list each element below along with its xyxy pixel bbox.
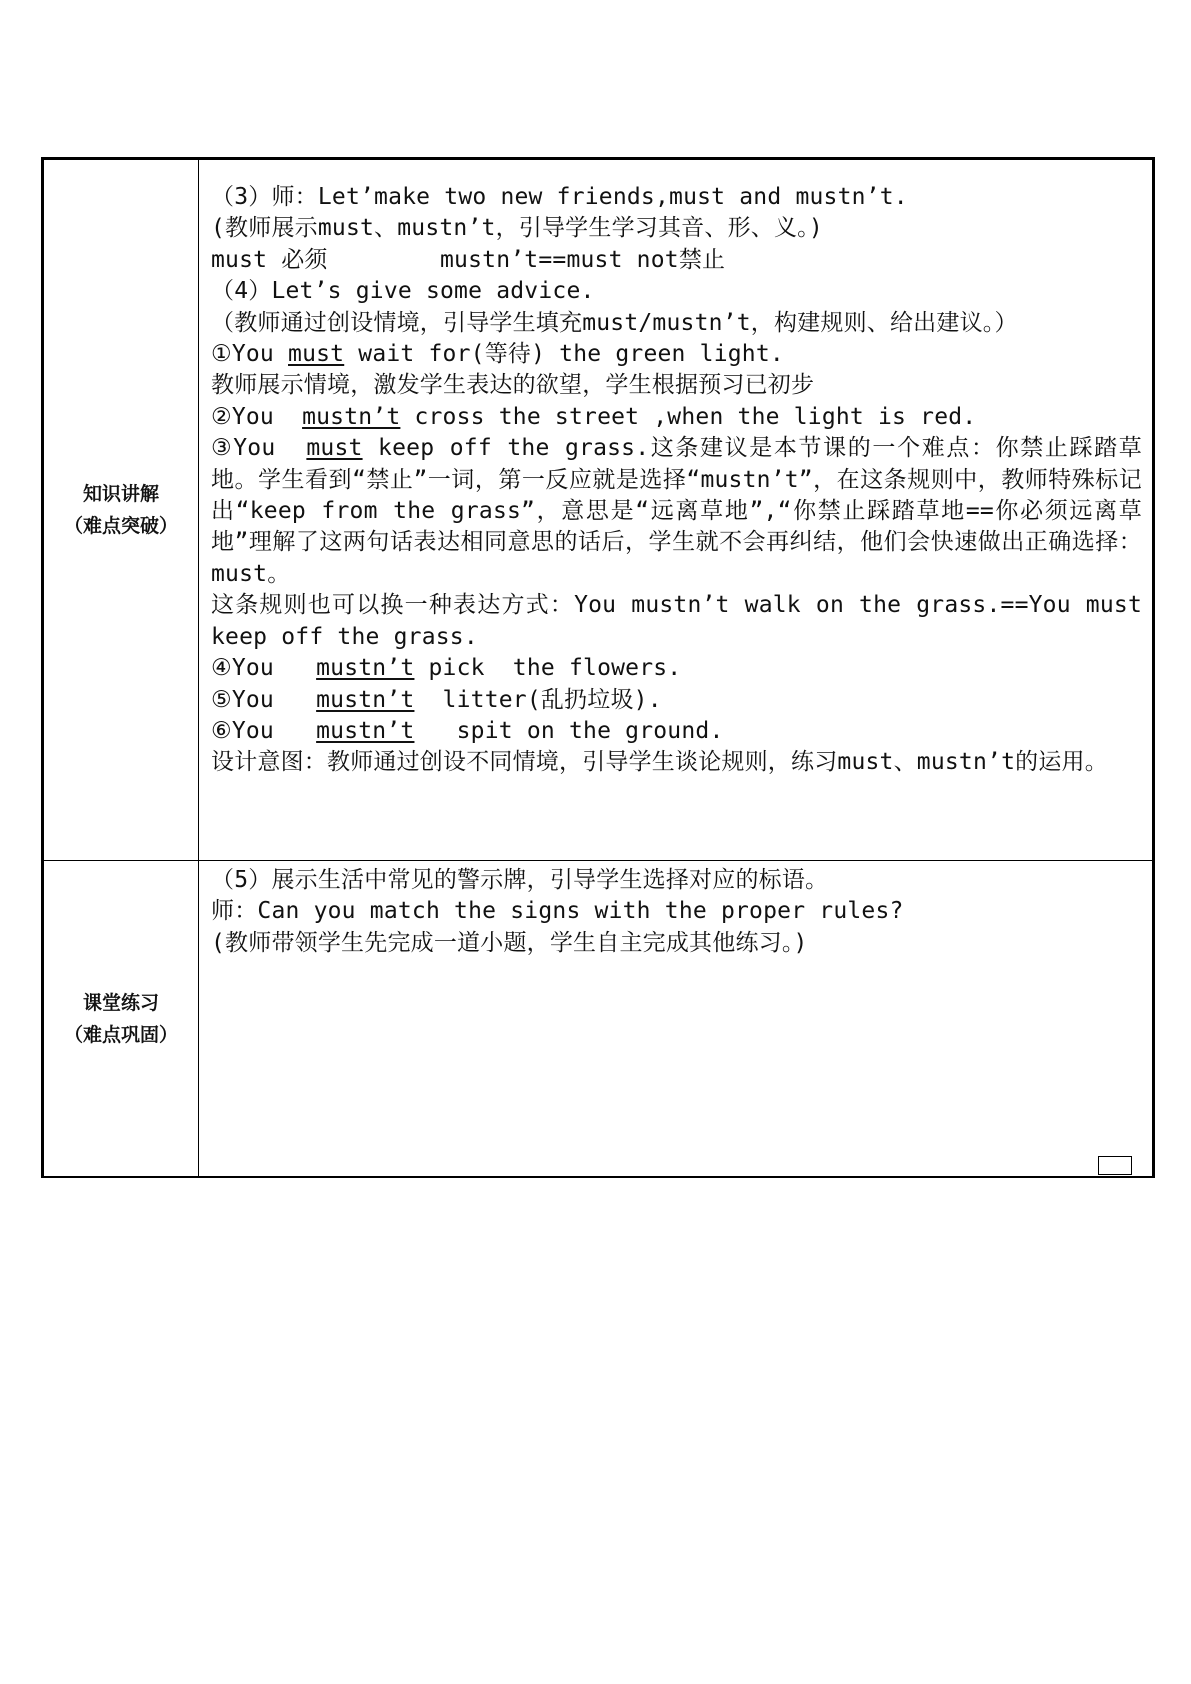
sentence-1-suffix: wait for(等待) the green light. — [344, 341, 784, 368]
sentence-3-prefix: ③You — [211, 435, 307, 462]
knowledge-content-cell — [199, 159, 1157, 861]
step-5-question: 师：Can you match the signs with the proper rules? — [211, 898, 904, 925]
sentence-2-answer: mustn’t — [302, 403, 401, 430]
sentence-3 — [211, 433, 1142, 590]
sentence-6 — [211, 716, 1142, 747]
corner-box — [1098, 1156, 1132, 1175]
sentence-5 — [211, 685, 1142, 716]
step-5-note: (教师带领学生先完成一道小题，学生自主完成其他练习。) — [211, 929, 808, 956]
sentence-4-answer: mustn’t — [316, 655, 415, 682]
step-4-note: （教师通过创设情境，引导学生填充must/mustn’t，构建规则、给出建议。） — [211, 309, 1018, 336]
practice-content-cell — [199, 861, 1154, 1178]
sentence-1 — [211, 339, 1142, 370]
practice-label-subtitle: （难点巩固） — [63, 1023, 178, 1046]
sentence-4-suffix: pick the flowers. — [414, 655, 682, 682]
sentence-5-answer: mustn’t — [316, 686, 415, 713]
sentence-4 — [211, 653, 1142, 684]
sentence-3-alternative: 这条规则也可以换一种表达方式：You mustn’t walk on the grass.==You must keep off the grass. — [211, 592, 1157, 650]
knowledge-label-subtitle: （难点突破） — [63, 515, 178, 537]
step-5-heading: （5）展示生活中常见的警示牌，引导学生选择对应的标语。 — [211, 867, 829, 893]
step-4-heading: （4）Let’s give some advice. — [211, 278, 595, 305]
sentence-6-suffix: spit on the ground. — [414, 717, 724, 744]
sentence-2-prefix: ②You — [211, 403, 303, 430]
sentence-6-answer: mustn’t — [316, 717, 415, 744]
knowledge-label-cell — [43, 159, 199, 861]
sentence-3-suffix: keep off the grass.这条建议是本节课的一个难点：你禁止踩踏草地。学生看到“禁止”一词，第一反应就是选择“mustn’t”，在这条规则中，教师特殊标记出“keep from the grass”，意思是“远离草地”,“你禁止踩踏草地==你必须远离草地”理解了这两句话表达相同意思的话后，学生就不会再纠结，他们会快速做出正确选择：must。 — [211, 435, 1142, 587]
knowledge-label-title: 知识讲解 — [82, 483, 159, 505]
practice-row — [43, 861, 1154, 1178]
sentence-3-answer: must — [306, 435, 363, 462]
design-intent: 设计意图：教师通过创设不同情境，引导学生谈论规则，练习must、mustn’t的运用。 — [211, 749, 1108, 776]
step-3-note: (教师展示must、mustn’t，引导学生学习其音、形、义。) — [211, 215, 823, 242]
sentence-5-suffix: litter(乱扔垃圾). — [414, 686, 662, 713]
vocabulary-line: must 必须 mustn’t==must not禁止 — [211, 246, 726, 273]
sentence-2 — [211, 402, 1142, 433]
knowledge-row — [43, 159, 1154, 861]
lesson-plan-table — [41, 157, 1155, 1178]
practice-label-cell — [43, 861, 199, 1178]
sentence-4-prefix: ④You — [211, 655, 317, 682]
sentence-1-prefix: ①You — [211, 341, 289, 368]
sentence-1-answer: must — [288, 341, 345, 368]
sentence-2-suffix: cross the street ,when the light is red. — [400, 403, 977, 430]
sentence-1-note: 教师展示情境，激发学生表达的欲望，学生根据预习已初步 — [211, 372, 815, 399]
practice-label-title: 课堂练习 — [82, 991, 159, 1014]
step-3-heading: （3）师：Let’make two new friends,must and mustn’t. — [211, 184, 908, 210]
sentence-6-prefix: ⑥You — [211, 717, 317, 744]
sentence-5-prefix: ⑤You — [211, 686, 317, 713]
